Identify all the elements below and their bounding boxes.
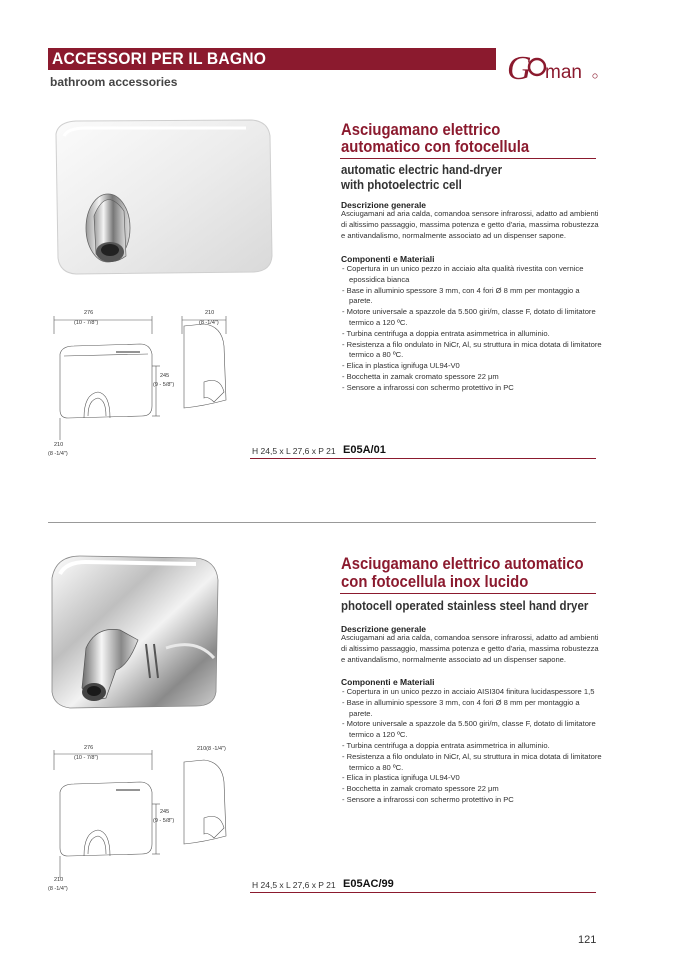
product-2-english-line1: photocell operated stainless steel hand dryer [341, 599, 589, 613]
product-photo-white-dryer [46, 116, 286, 276]
dim-base-in: (8 -1/4") [48, 451, 68, 457]
product-2-dimensions: H 24,5 x L 27,6 x P 21 [252, 880, 336, 890]
product-1-desc-text: Asciugamani ad aria calda, comandoa sensore infrarossi, adatto ad ambienti di altissimo passaggio, massima potenza e getto d'aria, massima robustezza e antivandalismo, normalmente associato ad un dispenser sapone. [341, 209, 599, 240]
product-1-title-line2: automatico con fotocellula [341, 138, 530, 156]
list-item: - Motore universale a spazzole da 5.500 giri/m, classe F, dotato di limitatore termico a 120 ºC. [341, 307, 603, 329]
product-2-title-line1: Asciugamano elettrico automatico [341, 555, 584, 573]
product-2-title-line2: con fotocellula inox lucido [341, 573, 529, 591]
page-title: ACCESSORI PER IL BAGNO [52, 49, 267, 68]
dim-base-in: (8 -1/4") [48, 886, 68, 892]
dim-width-in: (10 - 7/8") [74, 755, 99, 761]
section-separator [48, 522, 596, 523]
dim-depth-label: 210(8 -1/4") [197, 746, 226, 752]
product-2-bottom-rule [250, 892, 596, 893]
dim-width-mm: 276 [84, 310, 94, 316]
technical-drawing-2 [44, 742, 244, 898]
list-item: - Sensore a infrarossi con schermo protettivo in PC [341, 795, 603, 806]
list-item: - Copertura in un unico pezzo in acciaio alta qualità rivestita con vernice epossidica bianca [341, 264, 603, 286]
svg-text:man: man [545, 62, 582, 83]
dim-depth-mm: 210 [205, 310, 215, 316]
page-subtitle: bathroom accessories [50, 75, 178, 89]
dim-width-in: (10 - 7/8") [74, 320, 99, 326]
dim-height-mm: 245 [160, 373, 170, 379]
dim-depth-in: (8 -1/4") [199, 320, 219, 326]
dim-height-in: (9 - 5/8") [153, 382, 175, 388]
list-item: - Copertura in un unico pezzo in acciaio AISI304 finitura lucidaspessore 1,5 [341, 687, 603, 698]
list-item: - Bocchetta in zamak cromato spessore 22 μm [341, 372, 603, 383]
list-item: - Bocchetta in zamak cromato spessore 22 μm [341, 784, 603, 795]
list-item: - Turbina centrifuga a doppia entrata asimmetrica in alluminio. [341, 741, 603, 752]
product-1-title-line1: Asciugamano elettrico [341, 121, 501, 139]
product-1-comp-heading: Componenti e Materiali [341, 254, 435, 264]
product-2-comp-heading: Componenti e Materiali [341, 677, 435, 687]
list-item: - Base in alluminio spessore 3 mm, con 4 fori Ø 8 mm per montaggio a parete. [341, 698, 603, 720]
product-2-code: E05AC/99 [343, 878, 394, 890]
dim-base-mm: 210 [54, 877, 64, 883]
list-item: - Motore universale a spazzole da 5.500 giri/m, classe F, dotato di limitatore termico a 120 ºC. [341, 719, 603, 741]
dim-height-in: (9 - 5/8") [153, 818, 175, 824]
list-item: - Base in alluminio spessore 3 mm, con 4 fori Ø 8 mm per montaggio a parete. [341, 286, 603, 308]
svg-text:G: G [507, 50, 532, 87]
brand-logo [507, 48, 603, 88]
list-item: - Sensore a infrarossi con schermo protettivo in PC [341, 383, 603, 394]
product-2-desc-heading: Descrizione generale [341, 624, 427, 634]
product-2-components-list [341, 687, 603, 806]
product-1-english-line1: automatic electric hand-dryer [341, 163, 503, 177]
product-1-title-rule [340, 158, 596, 159]
product-1-english-line2: with photoelectric cell [341, 178, 462, 192]
product-1-bottom-rule [250, 458, 596, 459]
list-item: - Resistenza a filo ondulato in NiCr, Al, su struttura in mica dotata di limitatore termico a 80 ºC. [341, 752, 603, 774]
product-1-dimensions: H 24,5 x L 27,6 x P 21 [252, 446, 336, 456]
dim-width-mm: 276 [84, 745, 94, 751]
product-photo-steel-dryer [46, 548, 224, 710]
list-item: - Elica in plastica ignifuga UL94-V0 [341, 361, 603, 372]
list-item: - Turbina centrifuga a doppia entrata asimmetrica in alluminio. [341, 329, 603, 340]
dim-height-mm: 245 [160, 809, 170, 815]
product-1-components-list [341, 264, 603, 394]
product-1-desc-heading: Descrizione generale [341, 200, 427, 210]
product-2-title-rule [340, 593, 596, 594]
list-item: - Resistenza a filo ondulato in NiCr, Al, su struttura in mica dotata di limitatore termico a 80 ºC. [341, 340, 603, 362]
product-1-code: E05A/01 [343, 444, 386, 456]
product-2-desc-text: Asciugamani ad aria calda, comandoa sensore infrarossi, adatto ad ambienti di altissimo passaggio, massima potenza e getto d'aria, massima robustezza e antivandalismo, normalmente associato ad un dispenser sapone. [341, 633, 599, 664]
list-item: - Elica in plastica ignifuga UL94-V0 [341, 773, 603, 784]
page-number: 121 [578, 934, 597, 946]
technical-drawing-1 [44, 306, 244, 462]
dim-base-mm: 210 [54, 442, 64, 448]
